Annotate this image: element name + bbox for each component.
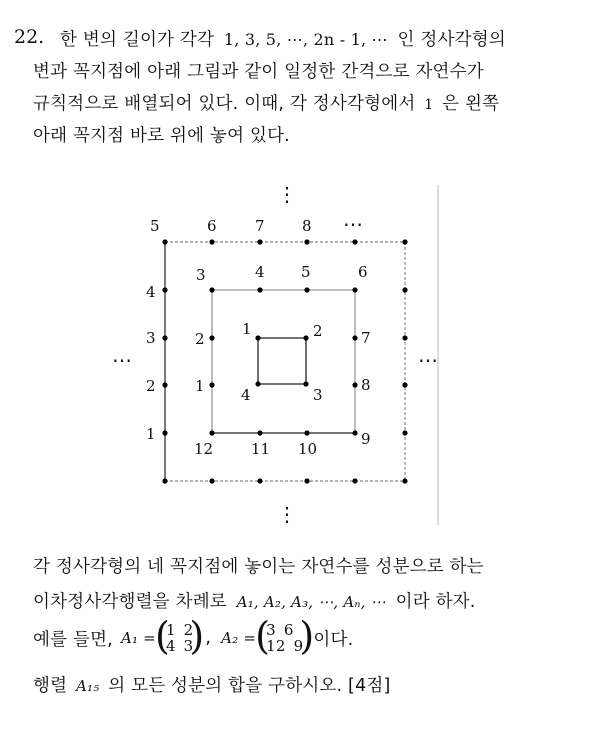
dot xyxy=(209,287,214,292)
middle-label-3: 3 xyxy=(196,266,206,284)
inner-label-3: 3 xyxy=(313,386,323,404)
middle-label-1: 1 xyxy=(195,377,205,395)
dot xyxy=(304,478,309,483)
dot xyxy=(162,478,167,483)
dot xyxy=(402,287,407,292)
A1-label: A₁ = xyxy=(120,629,156,647)
dot xyxy=(304,430,309,435)
dot xyxy=(352,382,357,387)
line3-text-a: 규칙적으로 배열되어 있다. 이때, 각 정사각형에서 xyxy=(33,94,416,114)
dot xyxy=(209,478,214,483)
dot xyxy=(304,287,309,292)
dot xyxy=(257,430,262,435)
question-line-7: 예를 들면, A₁ = ( 1 2 4 3 ) , A₂ = ( 3 6 12 9 ) 이다. xyxy=(33,614,354,658)
dot xyxy=(352,430,357,435)
dot xyxy=(402,335,407,340)
middle-label-9: 9 xyxy=(361,430,371,448)
line8-text-a: 행렬 xyxy=(33,676,68,696)
dot xyxy=(162,239,167,244)
dot xyxy=(257,287,262,292)
left-ellipsis: ⋯ xyxy=(112,348,132,372)
inner-label-4: 4 xyxy=(241,386,251,404)
dot xyxy=(352,287,357,292)
bottom-vdots: ⋮ xyxy=(277,502,297,526)
dot xyxy=(162,382,167,387)
line1-text-a: 한 변의 길이가 각각 xyxy=(60,30,215,50)
matrix-A1: ( 1 2 4 3 ) xyxy=(154,614,205,658)
dot xyxy=(209,382,214,387)
A2-row-1: 3 6 xyxy=(266,621,294,639)
middle-label-6: 6 xyxy=(358,263,368,281)
line1-text-b: 인 정사각형의 xyxy=(397,30,506,50)
question-line-5: 각 정사각형의 네 꼭지점에 놓이는 자연수를 성분으로 하는 xyxy=(33,557,484,577)
dot xyxy=(209,430,214,435)
matrix-sequence: A₁, A₂, A₃, ⋯, Aₙ, ⋯ xyxy=(236,593,386,611)
problem-line-4: 아래 꼭지점 바로 위에 놓여 있다. xyxy=(33,126,290,146)
line3-one: 1 xyxy=(424,97,434,113)
outer-label-1: 1 xyxy=(146,425,156,443)
dot xyxy=(402,382,407,387)
dot xyxy=(303,335,308,340)
A15-label: A₁₅ xyxy=(75,677,100,695)
A1-row-2: 4 3 xyxy=(165,637,194,655)
outer-label-7: 7 xyxy=(255,217,265,235)
dot xyxy=(255,335,260,340)
problem-line-2: 변과 꼭지점에 아래 그림과 같이 일정한 간격으로 자연수가 xyxy=(33,62,484,82)
middle-label-4: 4 xyxy=(255,263,265,281)
outer-label-3: 3 xyxy=(146,329,156,347)
outer-label-2: 2 xyxy=(146,377,156,395)
dot xyxy=(303,381,308,386)
right-ellipsis: ⋯ xyxy=(418,348,438,372)
problem-number: 22. xyxy=(14,26,45,48)
middle-label-5: 5 xyxy=(301,263,311,281)
outer-label-4: 4 xyxy=(146,283,156,301)
middle-label-10: 10 xyxy=(298,440,318,458)
A1-row-1: 1 2 xyxy=(165,621,194,639)
inner-label-2: 2 xyxy=(313,322,323,340)
matrix-A2: ( 3 6 12 9 ) xyxy=(255,614,315,658)
dot xyxy=(162,287,167,292)
dot xyxy=(162,430,167,435)
outer-label-5: 5 xyxy=(150,217,160,235)
line8-text-b: 의 모든 성분의 합을 구하시오. [4점] xyxy=(108,676,391,696)
middle-square xyxy=(212,290,355,433)
inner-label-1: 1 xyxy=(242,320,252,338)
dot xyxy=(209,239,214,244)
dot xyxy=(304,239,309,244)
dot xyxy=(402,239,407,244)
outer-label-8: 8 xyxy=(302,217,312,235)
question-line-8 xyxy=(33,672,391,697)
dot xyxy=(257,478,262,483)
dot xyxy=(257,239,262,244)
dot xyxy=(255,381,260,386)
question-line-6 xyxy=(33,588,476,613)
middle-label-8: 8 xyxy=(361,376,371,394)
A2-label: A₂ = xyxy=(221,629,257,647)
outer-label-6: 6 xyxy=(207,217,217,235)
line7-text-b: 이다. xyxy=(313,629,354,650)
dot xyxy=(352,239,357,244)
middle-label-11: 11 xyxy=(251,440,271,458)
odd-sequence: 1, 3, 5, ⋯, 2n - 1, ⋯ xyxy=(223,30,388,49)
dot xyxy=(162,335,167,340)
top-right-ellipsis: ⋯ xyxy=(343,212,364,236)
line6-text-b: 이라 하자. xyxy=(395,592,476,612)
middle-label-2: 2 xyxy=(195,330,205,348)
line7-text-a: 예를 들면, xyxy=(33,629,113,650)
dot xyxy=(402,430,407,435)
dot xyxy=(402,478,407,483)
dot xyxy=(352,478,357,483)
middle-label-12: 12 xyxy=(194,440,214,458)
top-vdots: ⋮ xyxy=(277,182,297,206)
line6-text-a: 이차정사각행렬을 차례로 xyxy=(33,592,227,612)
line3-text-b: 은 왼쪽 xyxy=(442,94,500,114)
dot xyxy=(352,335,357,340)
dot xyxy=(209,335,214,340)
middle-label-7: 7 xyxy=(361,329,371,347)
inner-square xyxy=(258,338,306,384)
A2-row-2: 12 9 xyxy=(266,637,304,655)
